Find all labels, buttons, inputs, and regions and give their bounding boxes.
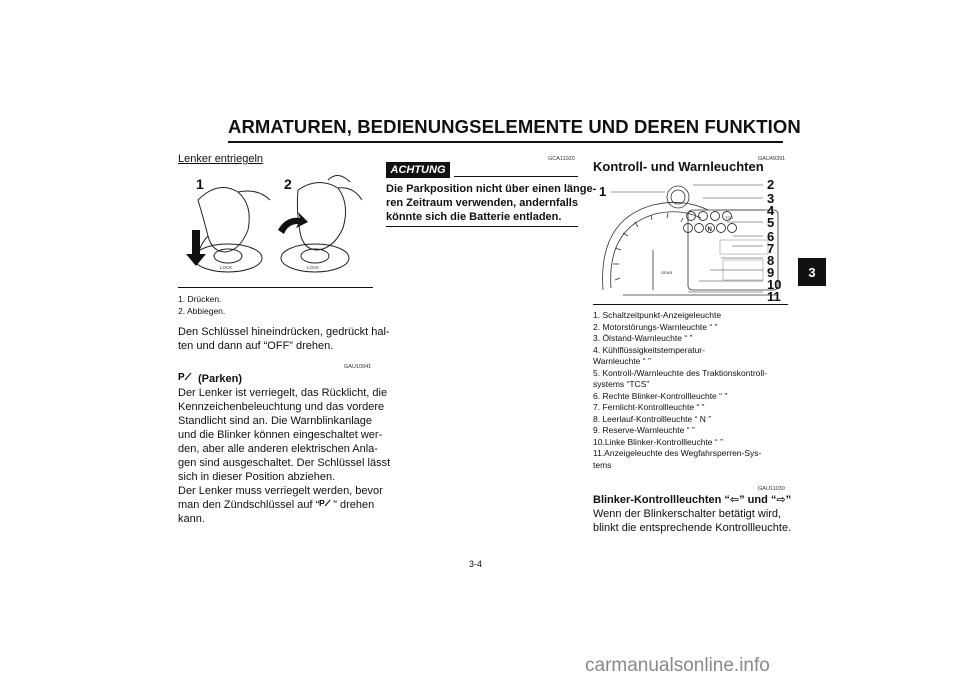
park-title: (Parken) (198, 372, 243, 385)
list-item: 6. Rechte Blinker-Kontrollleuchte “ ” (593, 390, 728, 401)
left-arrow-icon: ⇦ (729, 494, 740, 506)
header-rule (228, 141, 783, 143)
warning-end-rule (386, 226, 578, 227)
text-line: Der Lenker ist verriegelt, das Rücklicht, die (178, 387, 388, 399)
reference-code: GCA11020 (548, 156, 575, 162)
list-item: systems “TCS” (593, 379, 650, 389)
text-line: blinkt die entsprechende Kontrollleuchte. (593, 522, 792, 534)
sub-heading-part: Blinker-Kontrollleuchten “ (593, 494, 730, 506)
text-line: kann. (178, 513, 205, 525)
text-line: ” drehen (333, 499, 375, 511)
gear-indicator-label: GEAR (661, 270, 673, 275)
text-line: man den Zündschlüssel auf “ (178, 499, 320, 511)
callout-6: 6 (767, 229, 775, 244)
figure-label-1: 1 (196, 176, 204, 192)
intro-paragraph (178, 325, 390, 353)
list-item: 4. Kühlflüssigkeitstemperatur- (593, 344, 705, 355)
warning-rule (454, 176, 578, 177)
instrument-cluster-figure (593, 180, 788, 300)
text-line: könnte sich die Batterie entladen. (386, 211, 562, 223)
figure-label-2: 2 (284, 176, 292, 192)
text-line: den, aber alle anderen elektrischen Anla- (178, 443, 378, 455)
text-line: gen sind ausgeschaltet. Der Schlüssel lässt (178, 457, 391, 469)
callout-1: 1 (599, 184, 607, 199)
svg-text:LOCK: LOCK (220, 265, 233, 270)
sub-heading-part: ” und “ (739, 494, 777, 506)
list-item: 10.Linke Blinker-Kontrollleuchte “ ” (593, 436, 723, 447)
callout-8: 8 (767, 253, 775, 268)
list-item: 5. Kontroll-/Warnleuchte des Traktionskontroll- (593, 367, 768, 378)
text-line: Die Parkposition nicht über einen länge- (386, 183, 597, 195)
text-line: ren Zeitraum verwenden, andernfalls (386, 197, 578, 209)
text-line: Kennzeichenbeleuchtung und das vordere (178, 401, 385, 413)
caption-item: 2. Abbiegen. (178, 305, 226, 316)
neutral-indicator-label: N (707, 227, 712, 233)
text-line: und die Blinker können eingeschaltet wer- (178, 429, 383, 441)
text-line: sich in dieser Position abziehen. (178, 471, 336, 483)
figure-captions (178, 294, 225, 317)
caption-item: 1. Drücken. (178, 294, 222, 304)
callout-3: 3 (767, 191, 775, 206)
list-item: 3. Ölstand-Warnleuchte “ ” (593, 333, 693, 343)
park-position-icon (319, 498, 333, 512)
callout-2: 2 (767, 177, 775, 192)
park-section (178, 371, 390, 526)
list-item: 1. Schaltzeitpunkt-Anzeigeleuchte (593, 310, 722, 320)
chapter-tab: 3 (798, 258, 826, 286)
indicator-list (593, 310, 767, 471)
key-figure (178, 170, 373, 282)
svg-text:LOCK: LOCK (307, 265, 320, 270)
warning-label: ACHTUNG (386, 162, 450, 178)
text-line: Wenn der Blinkerschalter betätigt wird, (593, 508, 782, 520)
right-arrow-icon: ⇨ (776, 494, 786, 506)
list-item: 2. Motorstörungs-Warnleuchte “ ” (593, 321, 718, 332)
sub-heading-part: ” (785, 494, 792, 506)
figure-rule (178, 287, 373, 288)
section-heading-unlock: Lenker entriegeln (178, 153, 264, 165)
park-position-icon (178, 371, 194, 386)
figure-rule (593, 304, 788, 305)
list-item: 11.Anzeigeleuchte des Wegfahrsperren-Sys- (593, 448, 762, 458)
page-number: 3-4 (469, 559, 483, 569)
callout-5: 5 (767, 215, 775, 230)
text-line: Den Schlüssel hineindrücken, gedrückt hal- (178, 326, 390, 338)
reference-code: GAU49391 (758, 156, 786, 162)
callout-10: 10 (767, 277, 782, 292)
text-line: Der Lenker muss verriegelt werden, bevor (178, 485, 383, 497)
section-heading-lights: Kontroll- und Warnleuchten (593, 159, 764, 174)
turn-signal-section (593, 493, 791, 535)
svg-text:P: P (319, 498, 325, 508)
warning-text (386, 182, 596, 224)
callout-9: 9 (767, 265, 775, 280)
watermark: carmanualsonline.info (585, 655, 770, 676)
list-item: 8. Leerlauf-Kontrollleuchte “ N ” (593, 413, 712, 424)
list-item: Warnleuchte “ ” (593, 356, 651, 366)
callout-4: 4 (767, 203, 775, 218)
page-title: ARMATUREN, BEDIENUNGSELEMENTE UND DEREN FUNKTION (228, 116, 801, 137)
callout-7: 7 (767, 241, 775, 256)
list-item: 7. Fernlicht-Kontrollleuchte “ ” (593, 402, 705, 412)
list-item: tems (593, 459, 612, 470)
reference-code: GAU10941 (344, 364, 372, 370)
key-illustration (178, 170, 373, 282)
list-item: 9. Reserve-Warnleuchte “ ” (593, 425, 695, 435)
reference-code: GAU11030 (758, 486, 785, 492)
text-line: Standlicht sind an. Die Warnblinkanlage (178, 415, 373, 427)
tcs-indicator-label: TCS (725, 215, 733, 220)
text-line: ten und dann auf “OFF” drehen. (178, 340, 334, 352)
callout-11: 11 (767, 289, 781, 304)
instrument-cluster-illustration (593, 180, 788, 300)
svg-text:P: P (178, 372, 185, 382)
